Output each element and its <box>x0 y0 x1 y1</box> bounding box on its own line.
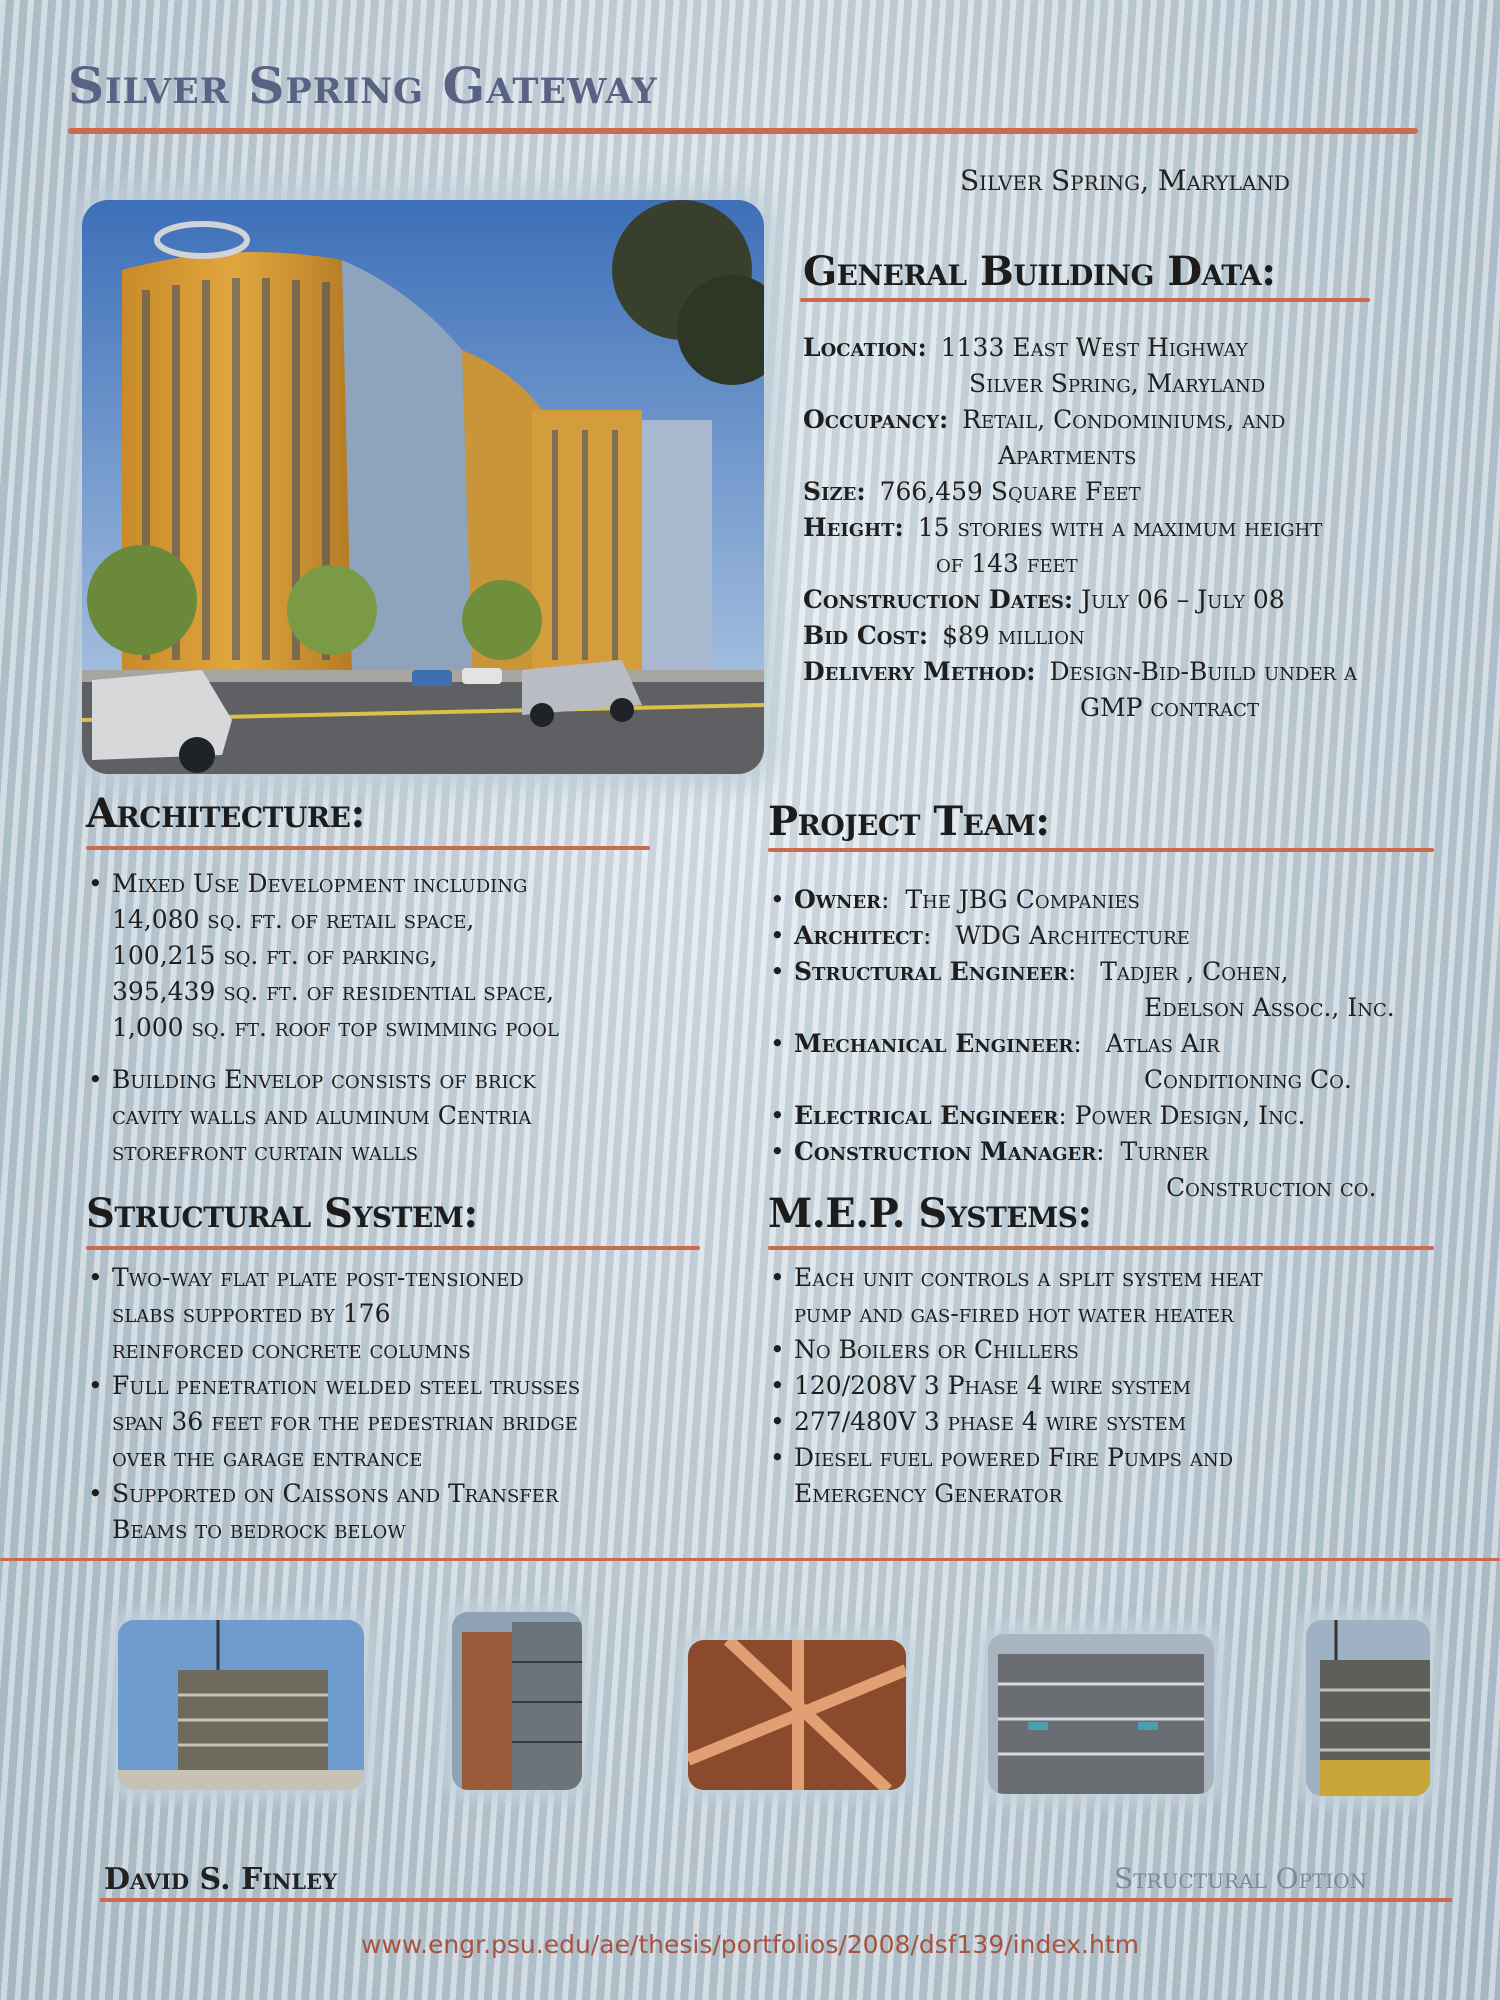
list-line: 14,080 sq. ft. of retail space, <box>112 905 475 934</box>
list-item <box>768 1440 1468 1512</box>
gbd-value: $89 million <box>942 621 1085 650</box>
team-role: Electrical Engineer <box>794 1101 1059 1130</box>
list-line: span 36 feet for the pedestrian bridge <box>112 1407 578 1436</box>
gbd-value: 766,459 Square Feet <box>879 477 1141 506</box>
team-member-continued: Conditioning Co. <box>1144 1065 1352 1094</box>
gbd-delivery-method <box>803 654 1483 726</box>
list-line: slabs supported by 176 <box>112 1299 391 1328</box>
team-sep: : <box>1058 1101 1067 1130</box>
construction-photo-5 <box>1306 1620 1430 1796</box>
gbd-value: July 06 – July 08 <box>1081 585 1285 614</box>
location-subtitle: Silver Spring, Maryland <box>960 164 1290 197</box>
team-role: Structural Engineer <box>794 957 1068 986</box>
team-item-architect <box>768 918 1468 954</box>
gbd-label: Bid Cost: <box>803 621 929 650</box>
team-member: Tadjer , Cohen, <box>1100 957 1289 986</box>
gbd-value: 1133 East West Highway <box>940 333 1248 362</box>
construction-photo-4 <box>988 1634 1214 1794</box>
list-line: • 120/208V 3 Phase 4 wire system <box>794 1371 1191 1400</box>
author-name: David S. Finley <box>104 1862 338 1897</box>
list-item <box>86 1476 726 1548</box>
list-item <box>768 1404 1468 1440</box>
list-item <box>768 1260 1468 1332</box>
list-item <box>86 1260 726 1368</box>
gbd-height <box>803 510 1483 582</box>
list-line: Emergency Generator <box>794 1479 1063 1508</box>
team-item-structural-engineer <box>768 954 1468 1026</box>
gbd-label: Size: <box>803 477 866 506</box>
list-item <box>86 866 706 1046</box>
project-team-heading: Project Team: <box>768 798 1050 845</box>
gbd-label: Delivery Method: <box>803 657 1036 686</box>
page-title: Silver Spring Gateway <box>68 56 658 115</box>
mep-systems-heading: M.E.P. Systems: <box>768 1190 1092 1237</box>
gbd-value-continued: Apartments <box>998 441 1137 470</box>
architecture-divider <box>86 846 650 850</box>
gbd-value: Design-Bid-Build under a <box>1049 657 1357 686</box>
team-sep: : <box>1067 957 1077 986</box>
gbd-value-continued: Silver Spring, Maryland <box>969 369 1266 398</box>
team-member: Atlas Air <box>1105 1029 1220 1058</box>
gbd-location <box>803 330 1483 402</box>
team-sep: : <box>881 885 890 914</box>
gbd-occupancy <box>803 402 1483 474</box>
team-role: Owner <box>794 885 882 914</box>
team-role: Architect <box>794 921 923 950</box>
team-item-owner <box>768 882 1468 918</box>
list-line: pump and gas-fired hot water heater <box>794 1299 1234 1328</box>
team-sep: : <box>922 921 932 950</box>
footer-divider <box>100 1898 1452 1902</box>
team-member-continued: Construction co. <box>1166 1173 1377 1202</box>
list-line: • Supported on Caissons and Transfer <box>112 1479 559 1508</box>
team-role: Construction Manager <box>794 1137 1097 1166</box>
list-line: storefront curtain walls <box>112 1137 419 1166</box>
gbd-size <box>803 474 1483 510</box>
list-line: over the garage entrance <box>112 1443 423 1472</box>
project-team-list <box>768 882 1468 1206</box>
gbd-bid-cost <box>803 618 1483 654</box>
team-member: Turner <box>1120 1137 1209 1166</box>
portfolio-url-link[interactable]: www.engr.psu.edu/ae/thesis/portfolios/2008/dsf139/index.htm <box>361 1930 1139 1959</box>
list-line: 100,215 sq. ft. of parking, <box>112 941 438 970</box>
construction-photo-1 <box>118 1620 364 1790</box>
team-member: The JBG Companies <box>905 885 1140 914</box>
general-data-heading: General Building Data: <box>803 248 1276 295</box>
gbd-value-continued: of 143 feet <box>936 549 1078 578</box>
architecture-heading: Architecture: <box>86 790 365 837</box>
gbd-value: 15 stories with a maximum height <box>917 513 1323 542</box>
list-line: • Full penetration welded steel trusses <box>112 1371 581 1400</box>
list-line: • Two-way flat plate post-tensioned <box>112 1263 524 1292</box>
list-item <box>768 1368 1468 1404</box>
team-sep: : <box>1096 1137 1105 1166</box>
construction-photo-3 <box>688 1640 906 1790</box>
structural-system-heading: Structural System: <box>86 1190 478 1237</box>
team-item-mechanical-engineer <box>768 1026 1468 1098</box>
list-line: • Diesel fuel powered Fire Pumps and <box>794 1443 1234 1472</box>
team-member-continued: Edelson Assoc., Inc. <box>1144 993 1395 1022</box>
list-line: 1,000 sq. ft. roof top swimming pool <box>112 1013 559 1042</box>
title-divider <box>68 128 1418 134</box>
option-label: Structural Option <box>1114 1862 1368 1895</box>
team-item-electrical-engineer <box>768 1098 1468 1134</box>
general-data-divider <box>800 298 1370 302</box>
structural-system-list <box>86 1260 726 1548</box>
section-divider <box>0 1558 1500 1561</box>
gbd-construction-dates <box>803 582 1483 618</box>
list-line: 395,439 sq. ft. of residential space, <box>112 977 555 1006</box>
team-sep: : <box>1073 1029 1082 1058</box>
gbd-label: Construction Dates: <box>803 585 1074 614</box>
list-line: • 277/480V 3 phase 4 wire system <box>794 1407 1187 1436</box>
team-member: WDG Architecture <box>955 921 1190 950</box>
structural-system-divider <box>86 1246 700 1250</box>
gbd-value-continued: GMP contract <box>1080 693 1259 722</box>
list-item <box>86 1368 726 1476</box>
list-line: reinforced concrete columns <box>112 1335 471 1364</box>
general-data-list <box>803 330 1483 726</box>
list-line: • No Boilers or Chillers <box>794 1335 1079 1364</box>
mep-systems-divider <box>768 1246 1434 1250</box>
team-member: Power Design, Inc. <box>1074 1101 1306 1130</box>
list-item <box>86 1062 706 1170</box>
construction-photo-2 <box>452 1612 582 1790</box>
list-line: • Building Envelop consists of brick <box>112 1065 536 1094</box>
building-rendering-image <box>82 200 764 774</box>
team-role: Mechanical Engineer <box>794 1029 1074 1058</box>
project-team-divider <box>768 848 1434 852</box>
list-item <box>768 1332 1468 1368</box>
gbd-label: Location: <box>803 333 927 362</box>
list-line: cavity walls and aluminum Centria <box>112 1101 532 1130</box>
gbd-label: Height: <box>803 513 904 542</box>
gbd-label: Occupancy: <box>803 405 949 434</box>
architecture-list <box>86 866 706 1170</box>
list-line: • Mixed Use Development including <box>112 869 528 898</box>
mep-systems-list <box>768 1260 1468 1512</box>
gbd-value: Retail, Condominiums, and <box>962 405 1286 434</box>
list-line: Beams to bedrock below <box>112 1515 406 1544</box>
list-line: • Each unit controls a split system heat <box>794 1263 1263 1292</box>
